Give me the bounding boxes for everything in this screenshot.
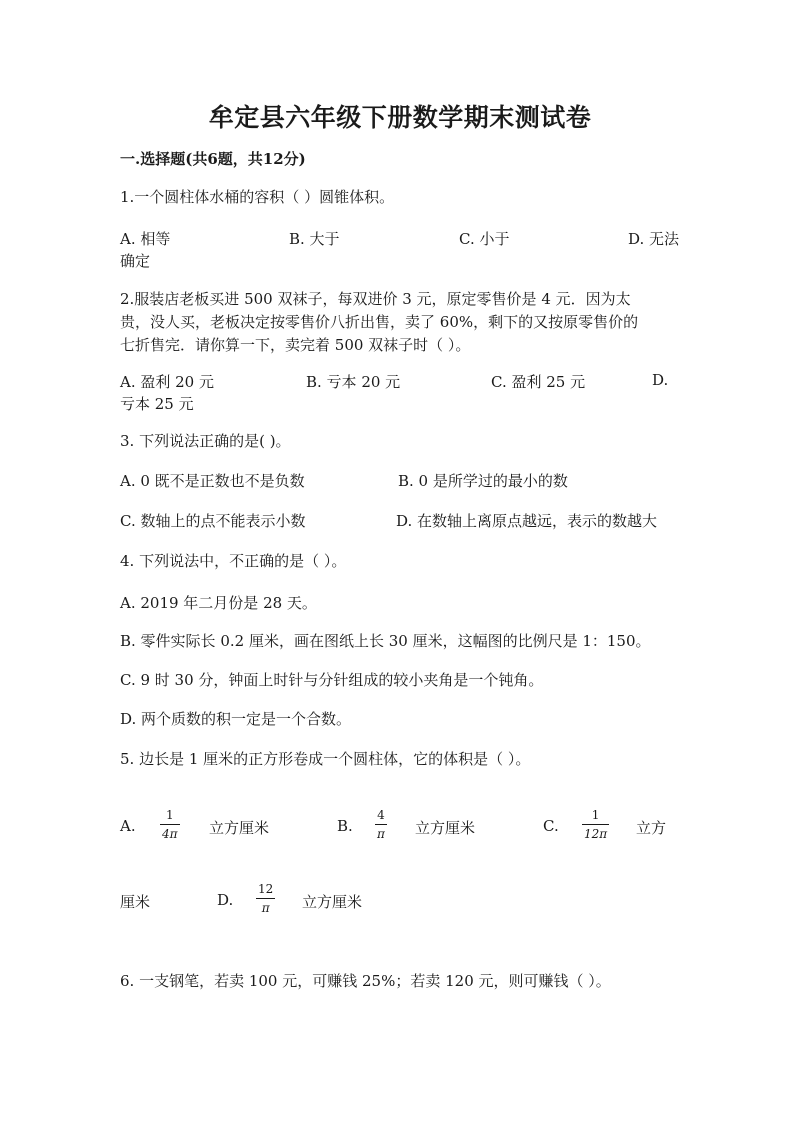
q5-option-b-label: B. (337, 817, 353, 835)
fraction-denominator: π (261, 901, 270, 915)
page-title: 牟定县六年级下册数学期末测试卷 (208, 103, 592, 132)
fraction-bar (160, 824, 180, 825)
q5-option-a-fraction (160, 808, 180, 841)
fraction-numerator: 1 (165, 808, 174, 822)
q2-option-c: C. 盈利 25 元 (491, 373, 586, 391)
q5-option-b-fraction (375, 808, 387, 841)
fraction-numerator: 12 (258, 882, 274, 896)
q5-option-d-unit: 立方厘米 (302, 893, 363, 911)
fraction-numerator: 4 (377, 808, 385, 822)
q3-option-b: B. 0 是所学过的最小的数 (398, 472, 568, 490)
q3-option-c: C. 数轴上的点不能表示小数 (120, 512, 306, 530)
q4-option-b: B. 零件实际长 0.2 厘米，画在图纸上长 30 厘米，这幅图的比例尺是 1：150。 (120, 632, 651, 650)
q1-stem: 1.一个圆柱体水桶的容积（ ）圆锥体积。 (120, 188, 395, 206)
q2-stem-line-2: 贵，没人买，老板决定按零售价八折出售，卖了 60%，剩下的又按原零售价的 (120, 313, 639, 331)
fraction-denominator: 12π (584, 827, 608, 841)
q5-option-a-label: A. (120, 817, 136, 835)
q2-option-d: D. (652, 371, 669, 389)
q2-option-a: A. 盈利 20 元 (120, 373, 214, 391)
q1-option-c: C. 小于 (459, 230, 510, 248)
q4-option-a: A. 2019 年二月份是 28 天。 (120, 594, 317, 612)
q5-option-d-fraction (256, 882, 275, 915)
q5-option-a-unit: 立方厘米 (209, 819, 270, 837)
fraction-numerator: 1 (591, 808, 600, 822)
fraction-bar (256, 898, 275, 899)
q4-option-d: D. 两个质数的积一定是一个合数。 (120, 710, 352, 728)
q5-option-b-unit: 立方厘米 (415, 819, 476, 837)
q5-option-c-unit: 立方 (636, 819, 667, 837)
q6-stem: 6. 一支钢笔，若卖 100 元，可赚钱 25%；若卖 120 元，则可赚钱（ ）。 (120, 972, 611, 990)
q3-option-d: D. 在数轴上离原点越远，表示的数越大 (396, 512, 658, 530)
fraction-denominator: π (377, 827, 385, 841)
q3-stem: 3. 下列说法正确的是( )。 (120, 432, 291, 450)
section-heading: 一.选择题(共6题，共12分) (120, 150, 306, 168)
fraction-bar (582, 824, 609, 825)
fraction-denominator: 4π (162, 827, 178, 841)
q4-stem: 4. 下列说法中，不正确的是（ ）。 (120, 552, 347, 570)
q1-option-a: A. 相等 (120, 230, 171, 248)
q1-option-d-continued: 确定 (120, 252, 151, 270)
q2-option-d-continued: 亏本 25 元 (120, 395, 194, 413)
q5-option-c-label: C. (543, 817, 559, 835)
q1-option-d: D. 无法 (628, 230, 680, 248)
q4-option-c: C. 9 时 30 分，钟面上时针与分针组成的较小夹角是一个钝角。 (120, 671, 544, 689)
fraction-bar (375, 824, 387, 825)
q5-option-d-label: D. (217, 891, 234, 909)
q5-option-c-unit-continued: 厘米 (120, 893, 151, 911)
q5-stem: 5. 边长是 1 厘米的正方形卷成一个圆柱体，它的体积是（ ）。 (120, 750, 531, 768)
q3-option-a: A. 0 既不是正数也不是负数 (120, 472, 305, 490)
q5-option-c-fraction (582, 808, 609, 841)
q2-stem-line-1: 2.服装店老板买进 500 双袜子，每双进价 3 元，原定零售价是 4 元．因为太 (120, 290, 631, 308)
q1-option-b: B. 大于 (289, 230, 340, 248)
q2-option-b: B. 亏本 20 元 (306, 373, 401, 391)
q2-stem-line-3: 七折售完．请你算一下，卖完着 500 双袜子时（ ）。 (120, 336, 471, 354)
